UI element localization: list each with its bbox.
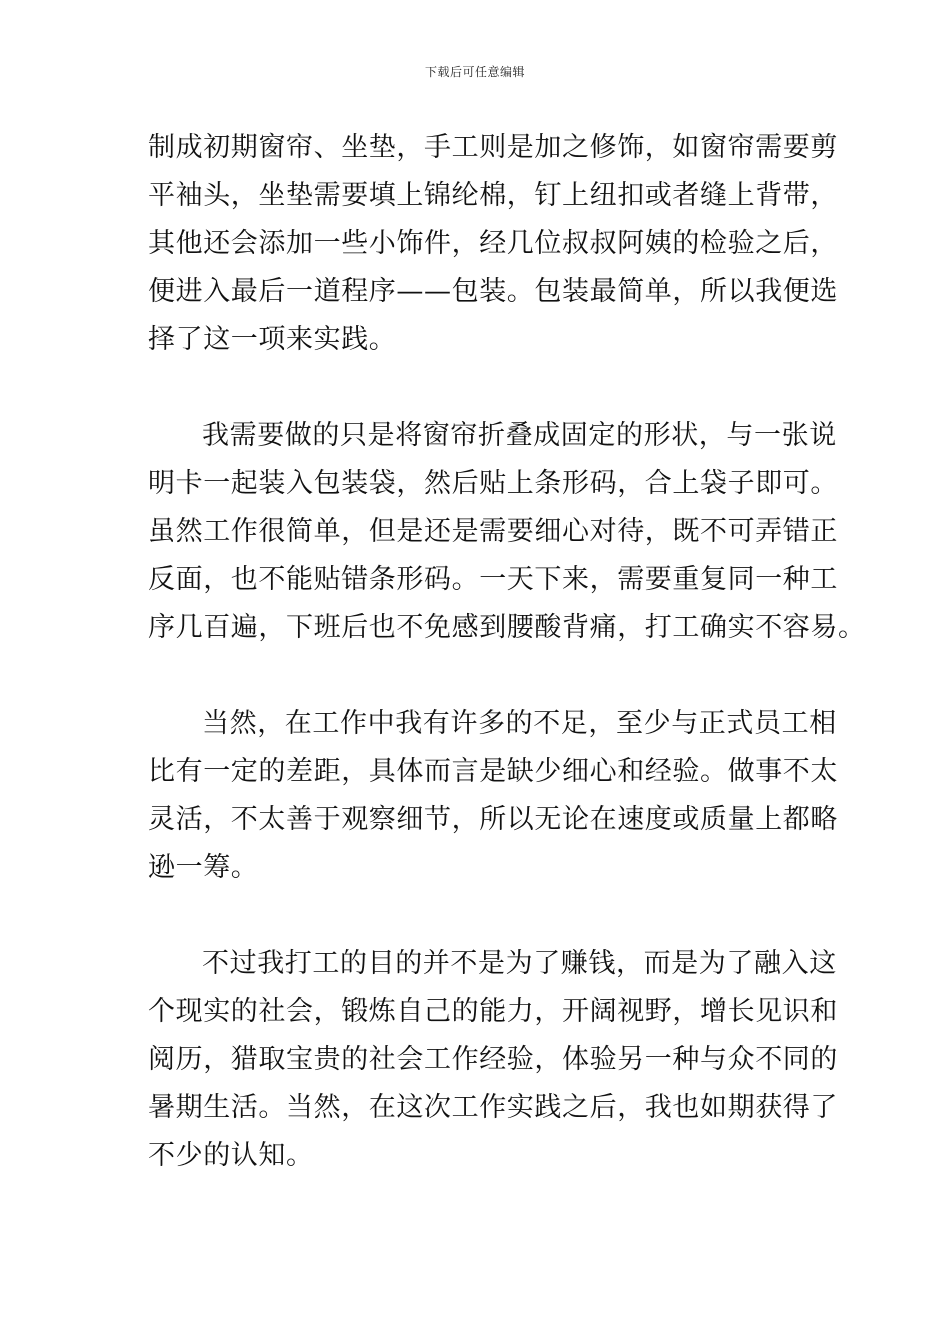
paragraph-line: 明卡一起装入包装袋，然后贴上条形码，合上袋子即可。 <box>148 468 838 499</box>
paragraph-line: 择了这一项来实践。 <box>148 324 397 355</box>
paragraph-line: 阅历，猎取宝贵的社会工作经验，体验另一种与众不同的 <box>148 1044 838 1075</box>
paragraph-line: 不少的认知。 <box>148 1140 314 1171</box>
paragraph-4 <box>148 940 838 1180</box>
page-header: 下载后可任意编辑 <box>424 65 525 79</box>
paragraph-line: 反面，也不能贴错条形码。一天下来，需要重复同一种工 <box>148 564 838 595</box>
paragraph-line: 平袖头，坐垫需要填上锦纶棉，钉上纽扣或者缝上背带， <box>148 180 838 211</box>
paragraph-line: 比有一定的差距，具体而言是缺少细心和经验。做事不太 <box>148 756 838 787</box>
paragraph-line: 其他还会添加一些小饰件，经几位叔叔阿姨的检验之后， <box>148 228 838 259</box>
paragraph-1 <box>148 124 838 364</box>
paragraph-line: 逊一筹。 <box>148 852 259 883</box>
paragraph-line: 暑期生活。当然，在这次工作实践之后，我也如期获得了 <box>148 1092 838 1123</box>
paragraph-line: 我需要做的只是将窗帘折叠成固定的形状，与一张说 <box>202 420 837 451</box>
paragraph-line: 个现实的社会，锻炼自己的能力，开阔视野，增长见识和 <box>148 996 838 1027</box>
document-body <box>148 124 866 1228</box>
paragraph-line: 制成初期窗帘、坐垫，手工则是加之修饰，如窗帘需要剪 <box>148 132 838 163</box>
paragraph-line: 虽然工作很简单，但是还是需要细心对待，既不可弄错正 <box>148 516 838 547</box>
paragraph-line: 灵活，不太善于观察细节，所以无论在速度或质量上都略 <box>148 804 838 835</box>
paragraph-line: 不过我打工的目的并不是为了赚钱，而是为了融入这 <box>202 948 837 979</box>
paragraph-2 <box>148 412 866 652</box>
paragraph-line: 便进入最后一道程序——包装。包装最简单，所以我便选 <box>148 276 838 307</box>
paragraph-line: 当然，在工作中我有许多的不足，至少与正式员工相 <box>202 708 837 739</box>
paragraph-3 <box>148 700 838 892</box>
paragraph-line: 序几百遍，下班后也不免感到腰酸背痛，打工确实不容易。 <box>148 612 866 643</box>
